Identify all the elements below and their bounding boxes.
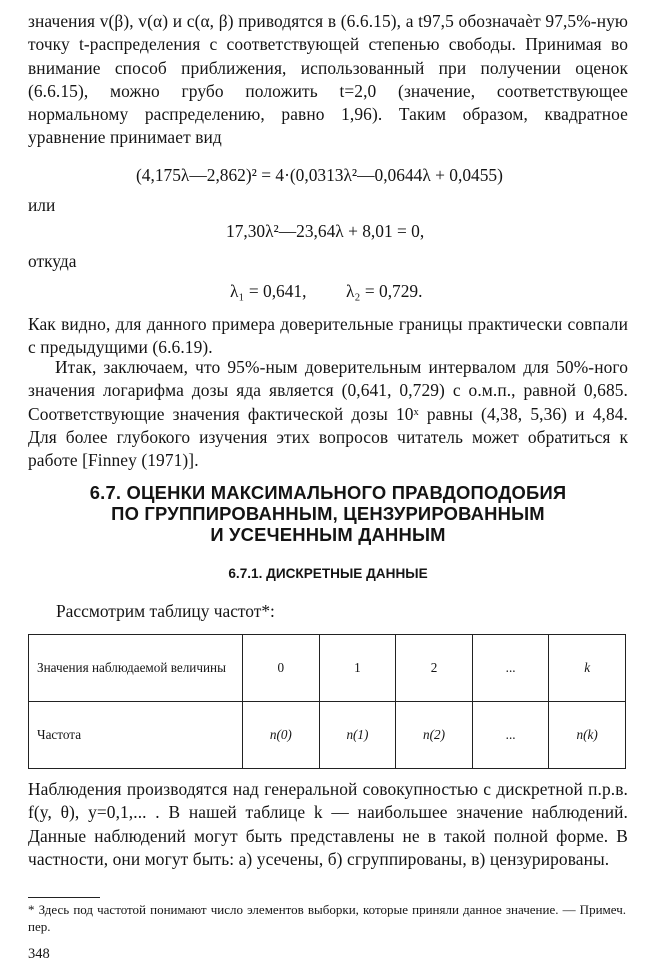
table-cell: n(2) — [396, 702, 473, 769]
table-cell: 2 — [396, 635, 473, 702]
section-title-line-1: 6.7. ОЦЕНКИ МАКСИМАЛЬНОГО ПРАВДОПОДОБИЯ — [89, 482, 567, 503]
word-whence: откуда — [28, 251, 77, 271]
section-heading — [28, 482, 628, 545]
formula-root-1: λ₁ = 0,641, — [230, 281, 307, 301]
table-header-cell: Частота — [29, 702, 243, 769]
word-or: или — [28, 195, 56, 215]
page-number: 348 — [28, 946, 50, 962]
table-row — [29, 702, 626, 769]
paragraph-seen: Как видно, для данного примера доверительные границы практически совпали с предыдущими (6.6.19). — [28, 314, 628, 358]
formula-root-2: λ₂ = 0,729. — [346, 281, 423, 301]
section-title-line-2: ПО ГРУППИРОВАННЫМ, ЦЕНЗУРИРОВАННЫМ — [111, 503, 545, 524]
subsection-title: 6.7.1. ДИСКРЕТНЫЕ ДАННЫЕ — [228, 566, 428, 581]
table-cell: n(k) — [549, 702, 626, 769]
table-cell: 0 — [243, 635, 320, 702]
table-row — [29, 635, 626, 702]
frequency-table — [28, 634, 626, 769]
table-intro: Рассмотрим таблицу частот*: — [56, 601, 275, 621]
paragraph-conclude: Итак, заключаем, что 95%-ным доверительным интервалом для 50%-ного значения логарифма дозы яда является (0,641, 0,729) с о.м.п., равной 0,685. Соответствующие значения фактической дозы 10ˣ равны (4,38, 5,36) и 4,84. Для более глубокого изучения этих вопросов читатель может обратиться к работе [Finney (1971)]. — [28, 357, 628, 471]
subsection-heading — [28, 566, 628, 581]
footnote-divider — [28, 897, 100, 898]
table-cell: n(1) — [319, 702, 396, 769]
footnote: * Здесь под частотой понимают число элементов выборки, которые приняли данное значение. — Примеч. пер. — [28, 902, 626, 934]
table-cell: n(0) — [243, 702, 320, 769]
table-cell: 1 — [319, 635, 396, 702]
paragraph-observations: Наблюдения производятся над генеральной совокупностью с дискретной п.р.в. f(y, θ), y=0,1,... . В нашей таблице k — наибольшее значение наблюдений. Данные наблюдений могут быть представлены не в такой полной форме. В частности, они могут быть: а) усечены, б) сгруппированы, в) цензурированы. — [28, 779, 628, 869]
table-cell: k — [549, 635, 626, 702]
section-title-line-3: И УСЕЧЕННЫМ ДАННЫМ — [210, 524, 446, 545]
table-header-cell: Значения наблюдаемой величины — [29, 635, 243, 702]
formula-reduced-equation: 17,30λ²—23,64λ + 8,01 = 0, — [226, 221, 425, 241]
table-cell: ... — [472, 635, 549, 702]
table-cell: ... — [472, 702, 549, 769]
formula-quadratic-equation: (4,175λ—2,862)² = 4·(0,0313λ²—0,0644λ + 0,0455) — [136, 165, 503, 185]
paragraph-intro: значения v(β), v(α) и c(α, β) приводятся в (6.6.15), а t97,5 обозначаѐт 97,5%-ную точку t-распределения с соответствующей степенью свободы. Принимая во внимание способ приближения, использованный при получении оценок (6.6.15), можно грубо положить t=2,0 (значение, соответствующее нормальному распределению, равно 1,96). Таким образом, квадратное уравнение принимает вид — [28, 11, 628, 148]
